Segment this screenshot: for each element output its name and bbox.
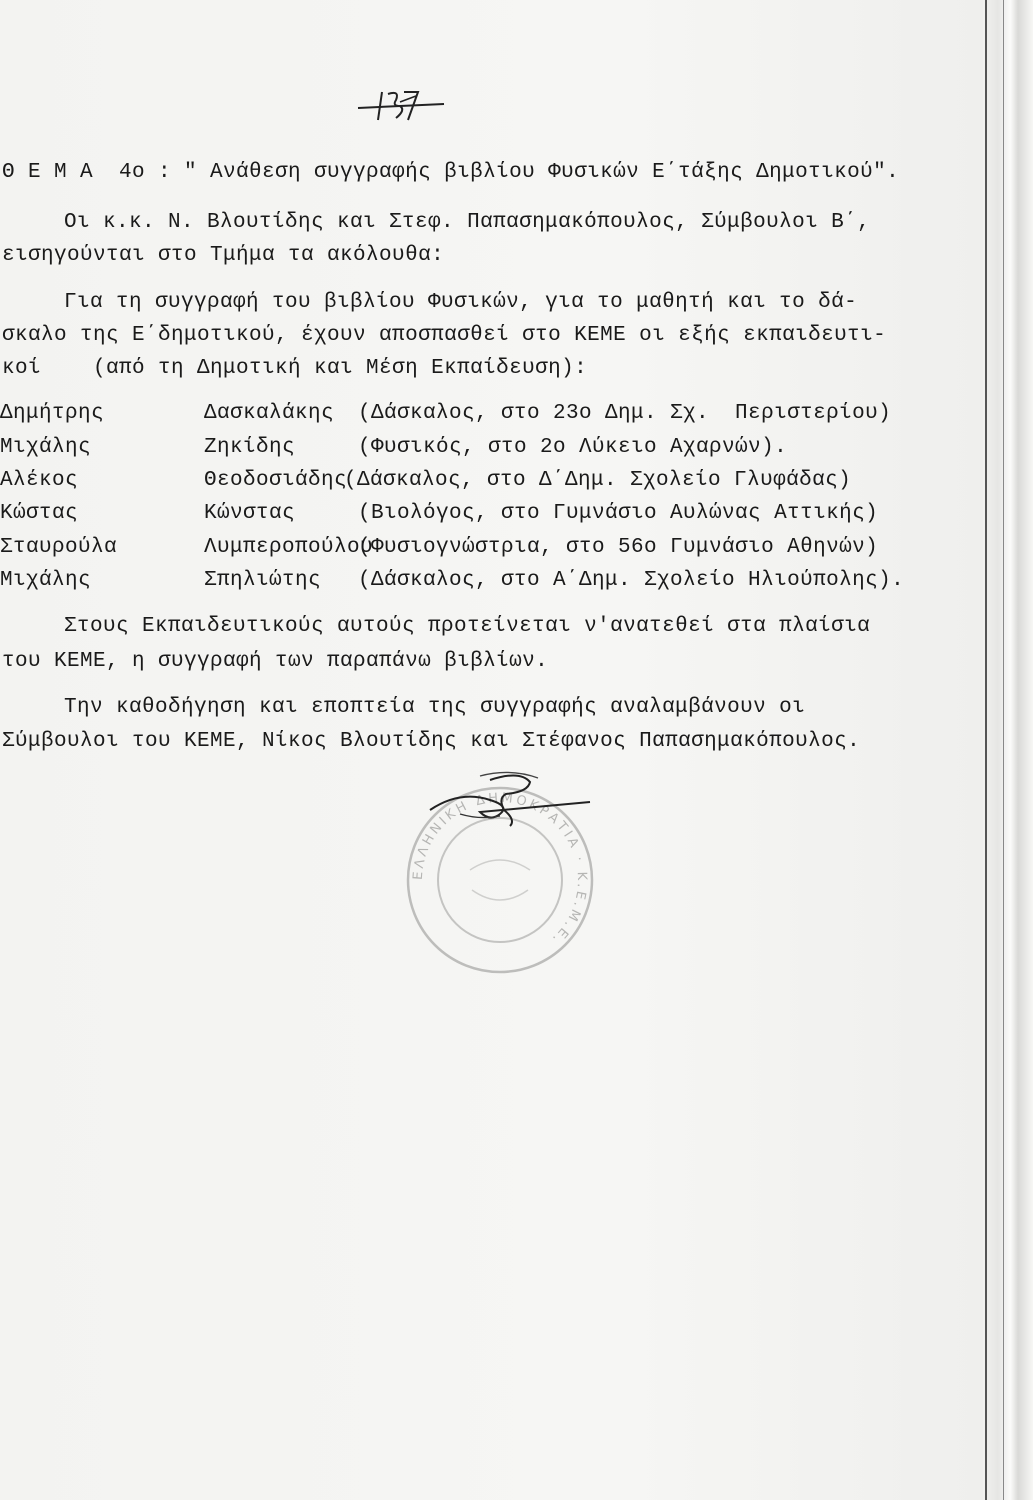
stamp-text: ΕΛΛΗΝΙΚΗ ΔΗΜΟΚΡΑΤΙΑ · Κ.Ε.Μ.Ε. bbox=[410, 790, 590, 949]
signature bbox=[420, 770, 620, 830]
educator-first-name: Δημήτρης bbox=[0, 402, 105, 425]
educator-details: (Βιολόγος, στο Γυμνάσιο Αυλώνας Αττικής) bbox=[358, 502, 879, 525]
educator-details: (Δάσκαλος, στο 23ο Δημ. Σχ. Περιστερίου) bbox=[358, 402, 892, 425]
handwritten-page-number bbox=[356, 86, 446, 126]
educator-details: (Δάσκαλος, στο Δ΄Δημ. Σχολείο Γλυφάδας) bbox=[344, 469, 852, 492]
paragraph-line: Στους Εκπαιδευτικούς αυτούς προτείνεται ν'ανατεθεί στα πλαίσια bbox=[64, 615, 871, 638]
educator-first-name: Σταυρούλα bbox=[0, 536, 118, 559]
educator-details: (Δάσκαλος, στο Α΄Δημ. Σχολείο Ηλιούπολης). bbox=[358, 569, 905, 592]
educator-last-name: Δασκαλάκης bbox=[204, 402, 335, 425]
page-edge-line bbox=[985, 0, 987, 1500]
educator-first-name: Αλέκος bbox=[0, 469, 79, 492]
heading: Θ Ε Μ Α 4ο : " Ανάθεση συγγραφής βιβλίου Φυσικών Ε΄τάξης Δημοτικού". bbox=[2, 161, 900, 184]
educator-last-name: Θεοδοσιάδης bbox=[204, 469, 348, 492]
intro-line: Οι κ.κ. Ν. Βλουτίδης και Στεφ. Παπασημακόπουλος, Σύμβουλοι Β΄, bbox=[64, 211, 871, 234]
educator-last-name: Κώνστας bbox=[204, 502, 296, 525]
educator-details: (Φυσιογνώστρια, στο 56ο Γυμνάσιο Αθηνών) bbox=[358, 536, 879, 559]
paragraph-line: σκαλο της Ε΄δημοτικού, έχουν αποσπασθεί στο ΚΕΜΕ οι εξής εκπαιδευτι- bbox=[2, 324, 887, 347]
paragraph-line: Σύμβουλοι του ΚΕΜΕ, Νίκος Βλουτίδης και Στέφανος Παπασημακόπουλος. bbox=[2, 730, 861, 753]
educator-last-name: Ζηκίδης bbox=[204, 436, 296, 459]
paragraph-line: του ΚΕΜΕ, η συγγραφή των παραπάνω βιβλίων. bbox=[2, 650, 549, 673]
binding-edge bbox=[983, 0, 1033, 1500]
educator-last-name: Σπηλιώτης bbox=[204, 569, 322, 592]
paragraph-line: Την καθοδήγηση και εποπτεία της συγγραφής αναλαμβάνουν οι bbox=[64, 696, 806, 719]
educator-first-name: Μιχάλης bbox=[0, 569, 92, 592]
intro-line: εισηγούνται στο Τμήμα τα ακόλουθα: bbox=[2, 244, 445, 267]
page-edge-line bbox=[1003, 0, 1004, 1500]
educator-first-name: Μιχάλης bbox=[0, 436, 92, 459]
paragraph-line: Για τη συγγραφή του βιβλίου Φυσικών, για το μαθητή και το δά- bbox=[64, 291, 858, 314]
paragraph-line: κοί (από τη Δημοτική και Μέση Εκπαίδευση): bbox=[2, 357, 588, 380]
educator-details: (Φυσικός, στο 2ο Λύκειο Αχαρνών). bbox=[358, 436, 788, 459]
educator-last-name: Λυμπεροπούλου bbox=[204, 536, 374, 559]
educator-first-name: Κώστας bbox=[0, 502, 79, 525]
